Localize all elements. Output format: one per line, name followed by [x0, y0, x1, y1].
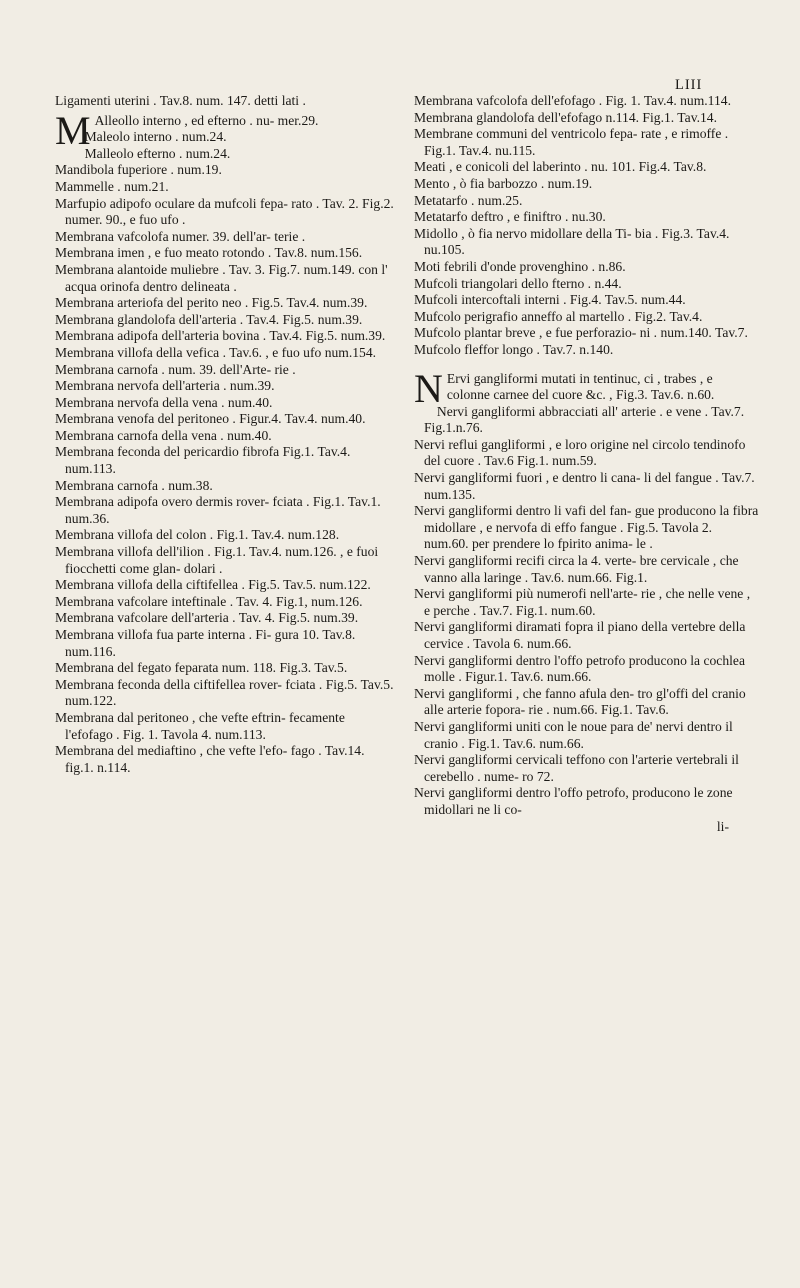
index-entry: Mandibola fuperiore . num.19. [55, 162, 222, 178]
index-entry: Nervi gangliformi cervicali teffono con l'arterie vertebrali il cerebello . nume- ro 72. [414, 752, 739, 784]
index-entry: Meati , e conicoli del laberinto . nu. 101. Fig.4. Tav.8. [414, 159, 707, 175]
index-entry: Membrana carnofa . num. 39. dell'Arte- rie . [55, 361, 296, 377]
index-heading-entry: Ligamenti uterini . Tav.8. num. 147. detti lati . [55, 93, 306, 108]
index-entry: Membrana vafcolofa dell'efofago . Fig. 1. Tav.4. num.114. [414, 93, 731, 108]
index-entry: Membrana carnofa della vena . num.40. [55, 427, 272, 443]
left-entry-list [55, 129, 395, 776]
index-entry: Mento , ò fia barbozzo . num.19. [414, 175, 593, 191]
section-lead-n [414, 365, 759, 411]
index-entry: Membrana nervofa della vena . num.40. [55, 394, 273, 410]
drop-cap-n: N [414, 365, 443, 411]
right-entry-list-m [414, 93, 759, 359]
index-entry: Membrana villofa della ciftifellea . Fig.5. Tav.5. num.122. [55, 577, 371, 593]
right-column [414, 93, 759, 835]
index-entry: Membrana carnofa . num.38. [55, 477, 213, 493]
index-entry: Metatarfo . num.25. [414, 192, 523, 208]
index-entry: Midollo , ò fia nervo midollare della Ti- bia . Fig.3. Tav.4. nu.105. [414, 225, 730, 258]
index-entry: Nervi gangliformi dentro l'offo petrofo, producono le zone midollari ne li co- [414, 785, 733, 817]
index-entry: Membrana dal peritoneo , che vefte eftrin- fecamente l'efofago . Fig. 1. Tavola 4. num.113. [55, 709, 345, 742]
index-entry: Membrana feconda del pericardio fibrofa Fig.1. Tav.4. num.113. [55, 444, 351, 477]
index-entry: Nervi gangliformi più numerofi nell'arte- rie , che nelle vene , e perche . Tav.7. Fig.1. num.60. [414, 586, 751, 618]
index-entry: Membrana glandolofa dell'arteria . Tav.4. Fig.5. num.39. [55, 311, 363, 327]
drop-cap-m: M [55, 107, 91, 153]
index-entry: Membrana adipofa overo dermis rover- fciata . Fig.1. Tav.1. num.36. [55, 494, 381, 526]
catchword: li- [716, 818, 729, 834]
index-entry: Membrana del fegato feparata num. 118. Fig.3. Tav.5. [55, 660, 348, 676]
index-entry: Nervi gangliformi recifi circa la 4. verte- bre cervicale , che vanno alla laringe . Tav.6. num.66. Fig.1. [414, 553, 739, 585]
index-entry: Membrana villofa dell'ilion . Fig.1. Tav.4. num.126. , e fuoi fiocchetti come glan- dolari . [55, 544, 379, 576]
index-entry: Nervi reflui gangliformi , e loro origine nel circolo tendinofo del cuore . Tav.6 Fig.1. num.59. [414, 436, 746, 469]
index-entry: Membrana nervofa dell'arteria . num.39. [55, 378, 275, 394]
index-entry: Membrana vafcolare inteftinale . Tav. 4. Fig.1, num.126. [55, 593, 363, 609]
lead-text-n: Ervi gangliformi mutati in tentinuc, ci , trabes , e colonne carnee del cuore &c. , Fig.3. Tav.6. n.60. [446, 370, 715, 403]
index-entry: Marfupio adipofo oculare da mufcoli fepa- rato . Tav. 2. Fig.2. numer. 90., e fuo ufo . [55, 195, 394, 228]
index-entry: Membrana arteriofa del perito neo . Fig.5. Tav.4. num.39. [55, 295, 368, 311]
right-entry-list-n [414, 404, 759, 819]
page-number: LIII [675, 77, 703, 93]
index-entry: Membrana alantoide muliebre . Tav. 3. Fig.7. num.149. con l' acqua orinofa dentro delineata . [55, 261, 388, 294]
index-entry: Membrane communi del ventricolo fepa- rate , e rimoffe . Fig.1. Tav.4. nu.115. [414, 126, 729, 158]
index-entry: Membrana feconda della ciftifellea rover- fciata . Fig.5. Tav.5. num.122. [55, 676, 394, 709]
index-entry: Mufcoli triangolari dello fterno . n.44. [414, 275, 622, 291]
index-entry: Membrana vafcolare dell'arteria . Tav. 4. Fig.5. num.39. [55, 610, 359, 626]
index-entry: Membrana villofa della vefica . Tav.6. , e fuo ufo num.154. [55, 344, 377, 360]
index-entry: Nervi gangliformi dentro li vafi del fan- gue producono la fibra midollare , e nervofa di effo fangue . Fig.5. Tavola 2. num.60. per prendere lo fpirito anima- le . [414, 503, 759, 552]
lead-text-m: Alleollo interno , ed efterno . nu- mer.29. [94, 112, 319, 128]
index-entry: Membrana del mediaftino , che vefte l'efo- fago . Tav.14. fig.1. n.114. [55, 743, 365, 775]
index-entry: Membrana vafcolofa numer. 39. dell'ar- terie . [55, 228, 306, 244]
index-entry: Mufcolo fleffor longo . Tav.7. n.140. [414, 341, 614, 357]
index-entry: Maleolo interno . num.24. [84, 129, 227, 145]
index-entry: Nervi gangliformi , che fanno afula den- tro gl'offi del cranio alle arterie fopora- rie . num.66. Fig.1. Tav.6. [414, 685, 746, 718]
index-entry: Metatarfo deftro , e finiftro . nu.30. [414, 209, 606, 225]
index-entry: Malleolo efterno . num.24. [84, 145, 231, 161]
index-entry: Nervi gangliformi dentro l'offo petrofo producono la cochlea molle . Figur.1. Tav.6. num.66. [414, 652, 745, 685]
index-entry: Moti febrili d'onde provenghino . n.86. [414, 258, 626, 274]
index-entry: Nervi gangliformi abbracciati all' arterie . e vene . Tav.7. Fig.1.n.76. [424, 403, 745, 436]
index-entry: Membrana imen , e fuo meato rotondo . Tav.8. num.156. [55, 245, 363, 261]
index-entry: Membrana villofa del colon . Fig.1. Tav.4. num.128. [55, 527, 340, 543]
index-entry: Mufcolo perigrafio anneffo al martello . Fig.2. Tav.4. [414, 308, 703, 324]
index-entry: Membrana glandolofa dell'efofago n.114. Fig.1. Tav.14. [414, 109, 718, 125]
index-entry: Nervi gangliformi uniti con le noue para de' nervi dentro il cranio . Fig.1. Tav.6. num.66. [414, 718, 733, 751]
index-entry: Membrana adipofa dell'arteria bovina . Tav.4. Fig.5. num.39. [55, 328, 386, 344]
index-entry: Mufcoli intercoftali interni . Fig.4. Tav.5. num.44. [414, 292, 686, 308]
index-entry: Membrana villofa fua parte interna . Fi- gura 10. Tav.8. num.116. [55, 627, 356, 659]
index-entry: Mufcolo plantar breve , e fue perforazio- ni . num.140. Tav.7. [414, 325, 748, 341]
left-column [55, 93, 395, 776]
index-entry: Mammelle . num.21. [55, 178, 169, 194]
index-entry: Membrana venofa del peritoneo . Figur.4. Tav.4. num.40. [55, 411, 366, 427]
index-entry: Nervi gangliformi diramati fopra il piano della vertebre della cervice . Tavola 6. num.66. [414, 619, 746, 651]
index-entry: Nervi gangliformi fuori , e dentro li cana- li del fangue . Tav.7. num.135. [414, 470, 755, 502]
